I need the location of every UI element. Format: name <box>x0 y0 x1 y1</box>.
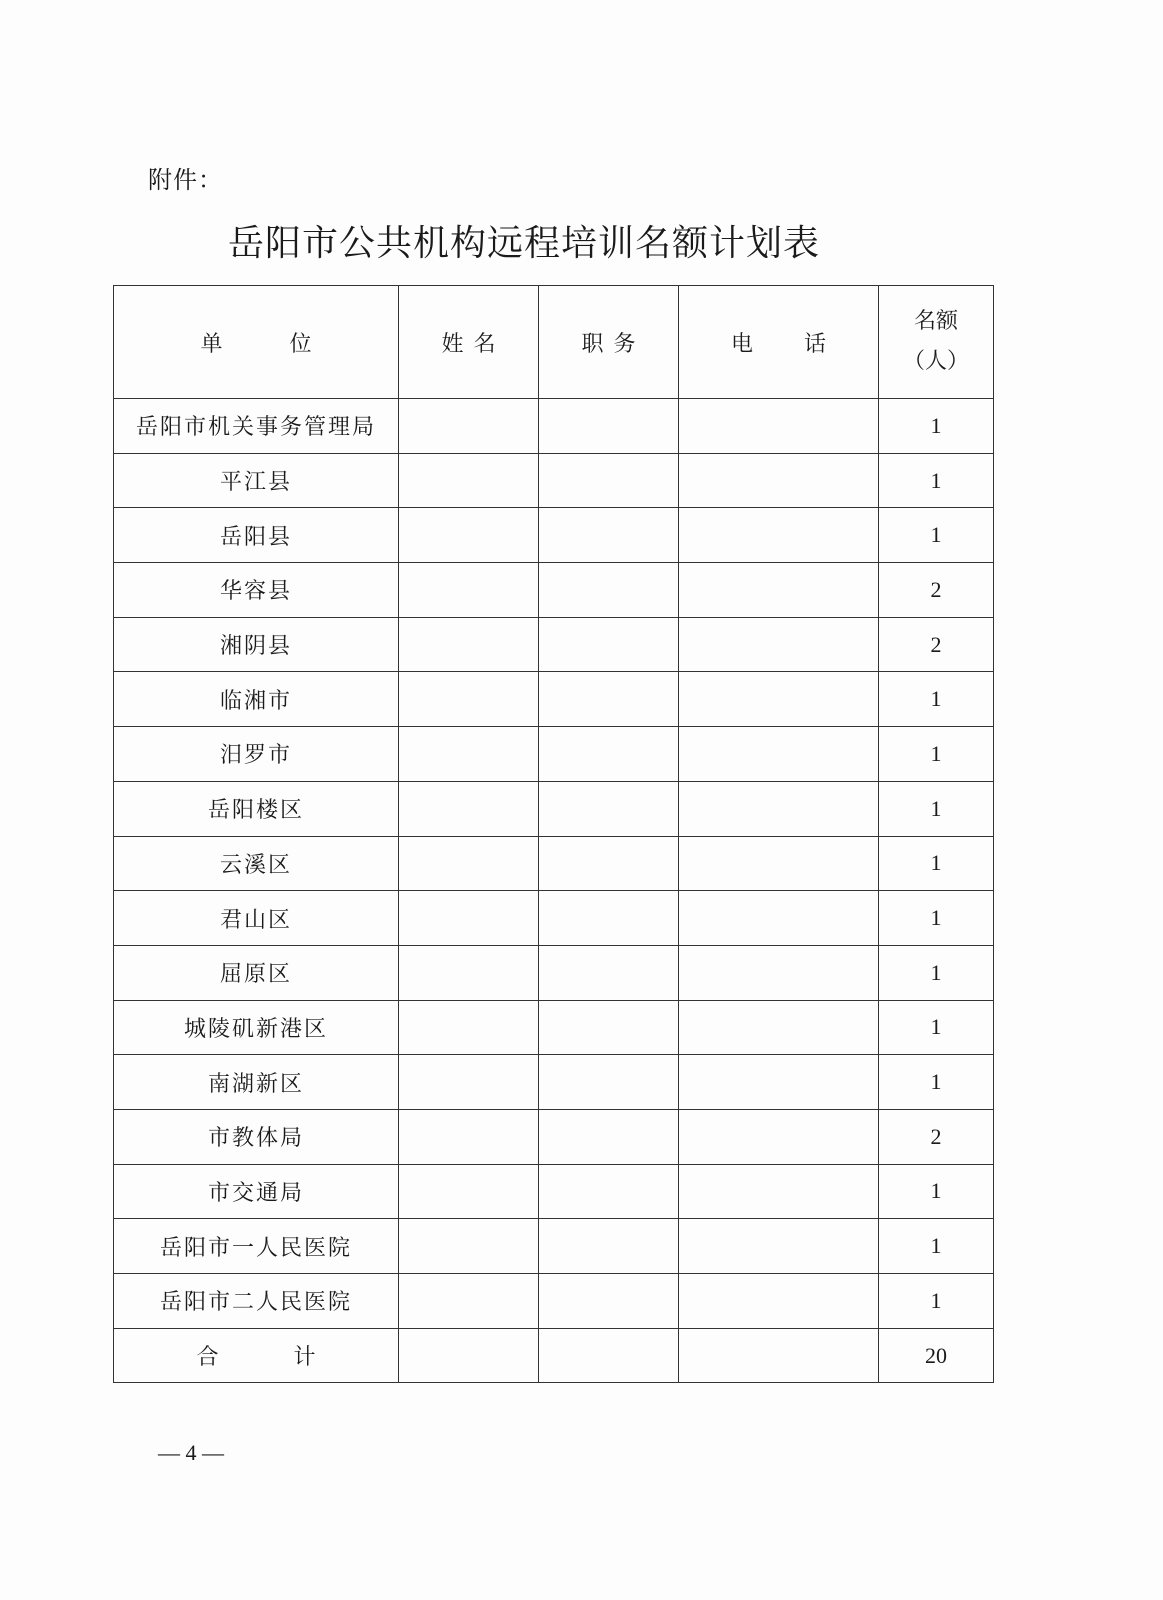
unit-cell: 汨罗市 <box>114 727 399 782</box>
unit-cell: 岳阳市二人民医院 <box>114 1274 399 1329</box>
duty-cell <box>539 508 679 563</box>
quota-cell: 1 <box>879 453 994 508</box>
unit-cell: 屈原区 <box>114 945 399 1000</box>
unit-cell: 岳阳楼区 <box>114 781 399 836</box>
table-row <box>114 1055 994 1110</box>
quota-cell: 1 <box>879 399 994 454</box>
unit-cell: 湘阴县 <box>114 617 399 672</box>
quota-cell: 1 <box>879 1219 994 1274</box>
phone-cell <box>679 727 879 782</box>
duty-cell <box>539 781 679 836</box>
duty-cell <box>539 399 679 454</box>
quota-cell: 2 <box>879 617 994 672</box>
quota-cell: 1 <box>879 836 994 891</box>
phone-cell <box>679 508 879 563</box>
name-cell <box>399 1000 539 1055</box>
header-unit-label: 单 位 <box>200 331 342 357</box>
page-title: 岳阳市公共机构远程培训名额计划表 <box>228 223 821 264</box>
total-quota-cell: 20 <box>879 1328 994 1383</box>
quota-cell: 1 <box>879 891 994 946</box>
table-row <box>114 945 994 1000</box>
phone-cell <box>679 563 879 618</box>
phone-cell <box>679 1274 879 1329</box>
name-cell <box>399 1109 539 1164</box>
phone-cell <box>679 891 879 946</box>
table-total-row <box>114 1328 994 1383</box>
name-cell <box>399 1164 539 1219</box>
name-cell <box>399 453 539 508</box>
duty-cell <box>539 727 679 782</box>
phone-cell <box>679 617 879 672</box>
header-quota <box>879 286 994 399</box>
duty-cell <box>539 1000 679 1055</box>
header-duty-label: 职务 <box>581 331 646 357</box>
duty-cell <box>539 617 679 672</box>
duty-cell <box>539 891 679 946</box>
name-cell <box>399 1274 539 1329</box>
unit-cell: 云溪区 <box>114 836 399 891</box>
table-body <box>114 399 994 1329</box>
duty-cell <box>539 836 679 891</box>
duty-cell <box>539 563 679 618</box>
phone-cell <box>679 781 879 836</box>
name-cell <box>399 891 539 946</box>
name-cell <box>399 399 539 454</box>
phone-cell <box>679 1164 879 1219</box>
total-duty-cell <box>539 1328 679 1383</box>
table-row <box>114 727 994 782</box>
table-row <box>114 508 994 563</box>
unit-cell: 岳阳县 <box>114 508 399 563</box>
duty-cell <box>539 453 679 508</box>
header-name-label: 姓名 <box>441 331 506 357</box>
table-row <box>114 399 994 454</box>
header-quota-unit: （人） <box>902 349 969 374</box>
table-row <box>114 453 994 508</box>
unit-cell: 岳阳市一人民医院 <box>114 1219 399 1274</box>
phone-cell <box>679 672 879 727</box>
table-row <box>114 563 994 618</box>
name-cell <box>399 945 539 1000</box>
phone-cell <box>679 1109 879 1164</box>
table-row <box>114 891 994 946</box>
quota-cell: 1 <box>879 1055 994 1110</box>
table-row <box>114 1219 994 1274</box>
unit-cell: 平江县 <box>114 453 399 508</box>
header-quota-label: 名额 <box>913 309 958 334</box>
name-cell <box>399 672 539 727</box>
duty-cell <box>539 945 679 1000</box>
duty-cell <box>539 1219 679 1274</box>
table-row <box>114 1274 994 1329</box>
total-name-cell <box>399 1328 539 1383</box>
unit-cell: 岳阳市机关事务管理局 <box>114 399 399 454</box>
unit-cell: 华容县 <box>114 563 399 618</box>
total-phone-cell <box>679 1328 879 1383</box>
table-row <box>114 1164 994 1219</box>
name-cell <box>399 508 539 563</box>
phone-cell <box>679 453 879 508</box>
quota-cell: 1 <box>879 672 994 727</box>
table-row <box>114 781 994 836</box>
table-row <box>114 1109 994 1164</box>
quota-cell: 1 <box>879 1000 994 1055</box>
table-row <box>114 617 994 672</box>
page-number: — 4 — <box>158 1440 224 1465</box>
quota-cell: 2 <box>879 1109 994 1164</box>
header-phone <box>679 286 879 399</box>
phone-cell <box>679 399 879 454</box>
header-name <box>399 286 539 399</box>
name-cell <box>399 1219 539 1274</box>
name-cell <box>399 563 539 618</box>
quota-cell: 1 <box>879 781 994 836</box>
phone-cell <box>679 1000 879 1055</box>
duty-cell <box>539 1109 679 1164</box>
name-cell <box>399 727 539 782</box>
quota-cell: 1 <box>879 508 994 563</box>
table-row <box>114 1000 994 1055</box>
quota-cell: 1 <box>879 1274 994 1329</box>
unit-cell: 市交通局 <box>114 1164 399 1219</box>
quota-cell: 2 <box>879 563 994 618</box>
unit-cell: 临湘市 <box>114 672 399 727</box>
name-cell <box>399 617 539 672</box>
unit-cell: 南湖新区 <box>114 1055 399 1110</box>
name-cell <box>399 1055 539 1110</box>
quota-plan-table <box>113 285 994 1383</box>
attachment-label: 附件： <box>148 166 223 194</box>
duty-cell <box>539 1055 679 1110</box>
unit-cell: 君山区 <box>114 891 399 946</box>
duty-cell <box>539 1164 679 1219</box>
name-cell <box>399 836 539 891</box>
table-row <box>114 672 994 727</box>
quota-cell: 1 <box>879 727 994 782</box>
phone-cell <box>679 1219 879 1274</box>
phone-cell <box>679 1055 879 1110</box>
table-row <box>114 836 994 891</box>
duty-cell <box>539 672 679 727</box>
unit-cell: 市教体局 <box>114 1109 399 1164</box>
duty-cell <box>539 1274 679 1329</box>
header-duty <box>539 286 679 399</box>
header-phone-label: 电 话 <box>731 331 848 357</box>
name-cell <box>399 781 539 836</box>
quota-cell: 1 <box>879 1164 994 1219</box>
quota-cell: 1 <box>879 945 994 1000</box>
total-label-cell <box>114 1328 399 1383</box>
table-header-row <box>114 286 994 399</box>
unit-cell: 城陵矶新港区 <box>114 1000 399 1055</box>
header-unit <box>114 286 399 399</box>
phone-cell <box>679 945 879 1000</box>
phone-cell <box>679 836 879 891</box>
total-label: 合 计 <box>196 1345 350 1371</box>
